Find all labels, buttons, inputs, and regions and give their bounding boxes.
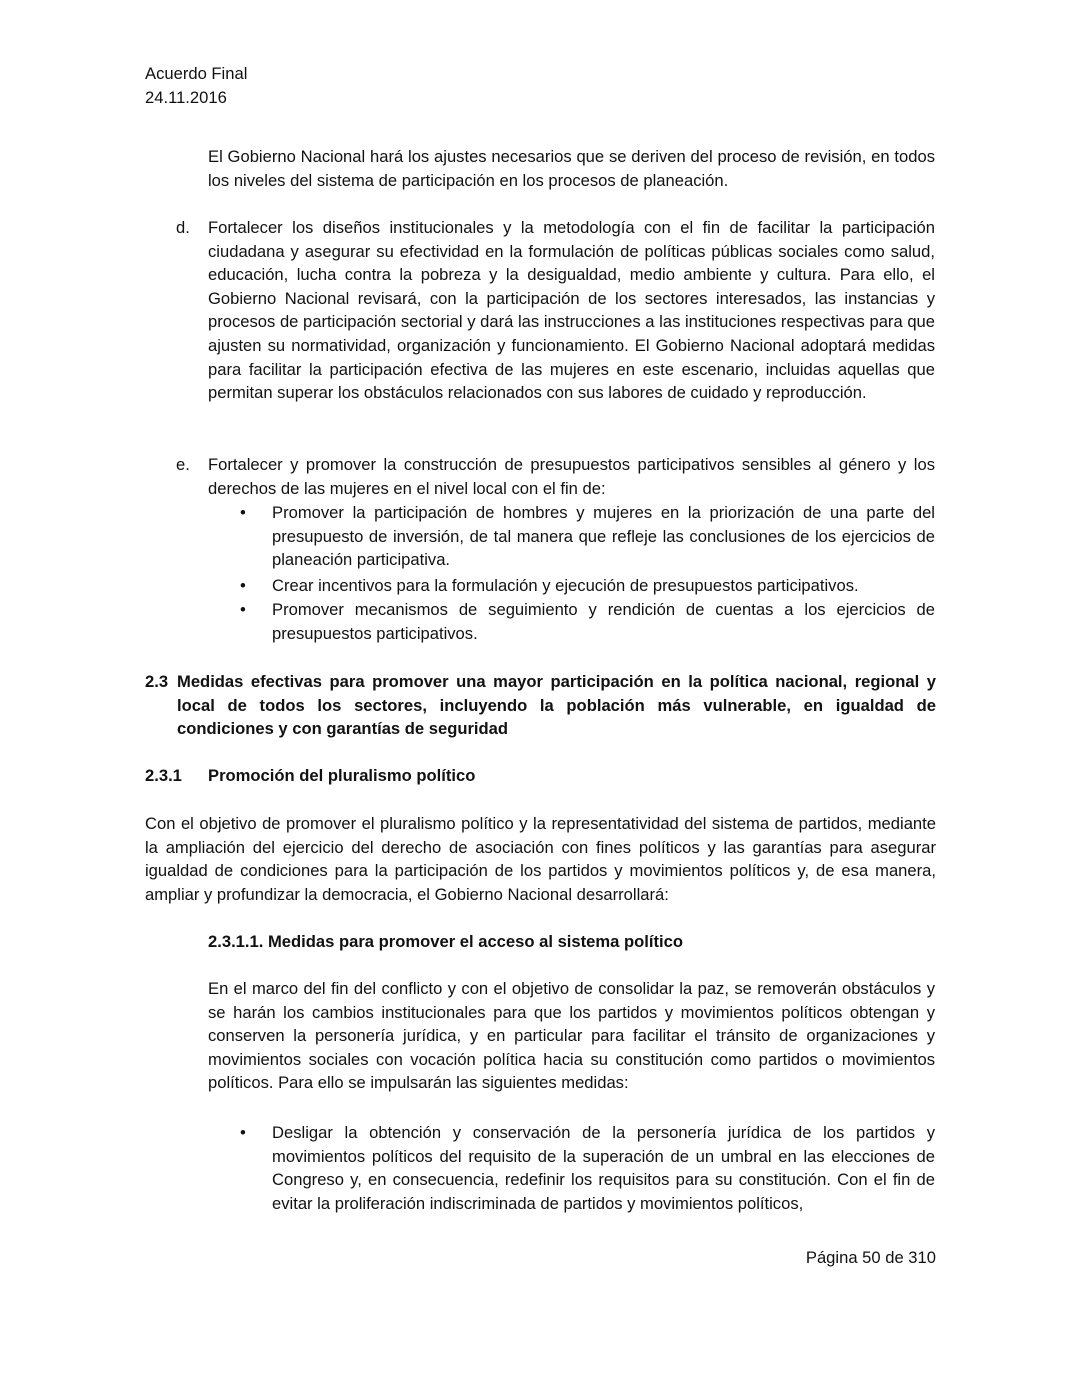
- list-marker: e.: [176, 455, 190, 474]
- bullet-text: Desligar la obtención y conservación de la personería jurídica de los partidos y movimientos políticos del requisito de la superación de un umbral en las elecciones de Congreso y, en consecuencia, redefinir los requisitos para su constitución. Con el fin de evitar la proliferación indiscriminada de partidos y movimientos políticos,: [272, 1123, 935, 1213]
- page-number: Página 50 de 310: [805, 1248, 936, 1267]
- section-title: Promoción del pluralismo político: [208, 766, 476, 785]
- page-header: [145, 62, 545, 110]
- section-number: 2.3.1: [145, 766, 182, 785]
- bullet-icon: •: [240, 576, 246, 595]
- bullet-icon: •: [240, 600, 246, 619]
- bullet-text: Promover la participación de hombres y mujeres en la priorización de una parte del presupuesto de inversión, de tal manera que refleje las conclusiones de los ejercicios de planeación participativa.: [272, 503, 935, 570]
- section-heading-2-3-1-1: 2.3.1.1. Medidas para promover el acceso al sistema político: [208, 932, 683, 951]
- paragraph-acceso: En el marco del fin del conflicto y con el objetivo de consolidar la paz, se removerán obstáculos y se harán los cambios institucionales para que los partidos y movimientos políticos obtengan y conserven la personería jurídica, y en particular para facilitar el tránsito de organizaciones y movimientos sociales con vocación política hacia su constitución como partidos o movimientos políticos. Para ello se impulsarán las siguientes medidas:: [208, 979, 935, 1093]
- bullet-text: Promover mecanismos de seguimiento y rendición de cuentas a los ejercicios de presupuestos participativos.: [272, 600, 935, 643]
- section-number: 2.3: [145, 672, 169, 691]
- document-title: Acuerdo Final: [145, 64, 248, 83]
- section-title: Medidas efectivas para promover una mayor participación en la política nacional, regional y local de todos los sectores, incluyendo la población más vulnerable, en igualdad de condiciones y con garantías de seguridad: [177, 672, 936, 739]
- list-marker: d.: [176, 218, 190, 237]
- intro-paragraph: El Gobierno Nacional hará los ajustes necesarios que se deriven del proceso de revisión, en todos los niveles del sistema de participación en los procesos de planeación.: [208, 147, 935, 190]
- paragraph-pluralismo: Con el objetivo de promover el pluralismo político y la representatividad del sistema de partidos, mediante la ampliación del ejercicio del derecho de asociación con fines políticos y las garantías para asegurar igualdad de condiciones para la participación de los partidos y movimientos políticos y, de esa manera, ampliar y profundizar la democracia, el Gobierno Nacional desarrollará:: [145, 814, 936, 904]
- document-date: 24.11.2016: [145, 88, 227, 107]
- list-item-text: Fortalecer y promover la construcción de presupuestos participativos sensibles al género y los derechos de las mujeres en el nivel local con el fin de:: [208, 455, 935, 498]
- list-item-text: Fortalecer los diseños institucionales y la metodología con el fin de facilitar la participación ciudadana y asegurar su efectividad en la formulación de políticas públicas sociales como salud, educación, lucha contra la pobreza y la desigualdad, medio ambiente y cultura. Para ello, el Gobierno Nacional revisará, con la participación de los sectores interesados, las instancias y procesos de participación sectorial y dará las instrucciones a las instituciones respectivas para que ajusten su normatividad, organización y funcionamiento. El Gobierno Nacional adoptará medidas para facilitar la participación efectiva de las mujeres en este escenario, incluidas aquellas que permitan superar los obstáculos relacionados con sus labores de cuidado y reproducción.: [208, 218, 935, 403]
- bullet-icon: •: [240, 1123, 246, 1142]
- bullet-text: Crear incentivos para la formulación y ejecución de presupuestos participativos.: [272, 576, 859, 595]
- bullet-icon: •: [240, 503, 246, 522]
